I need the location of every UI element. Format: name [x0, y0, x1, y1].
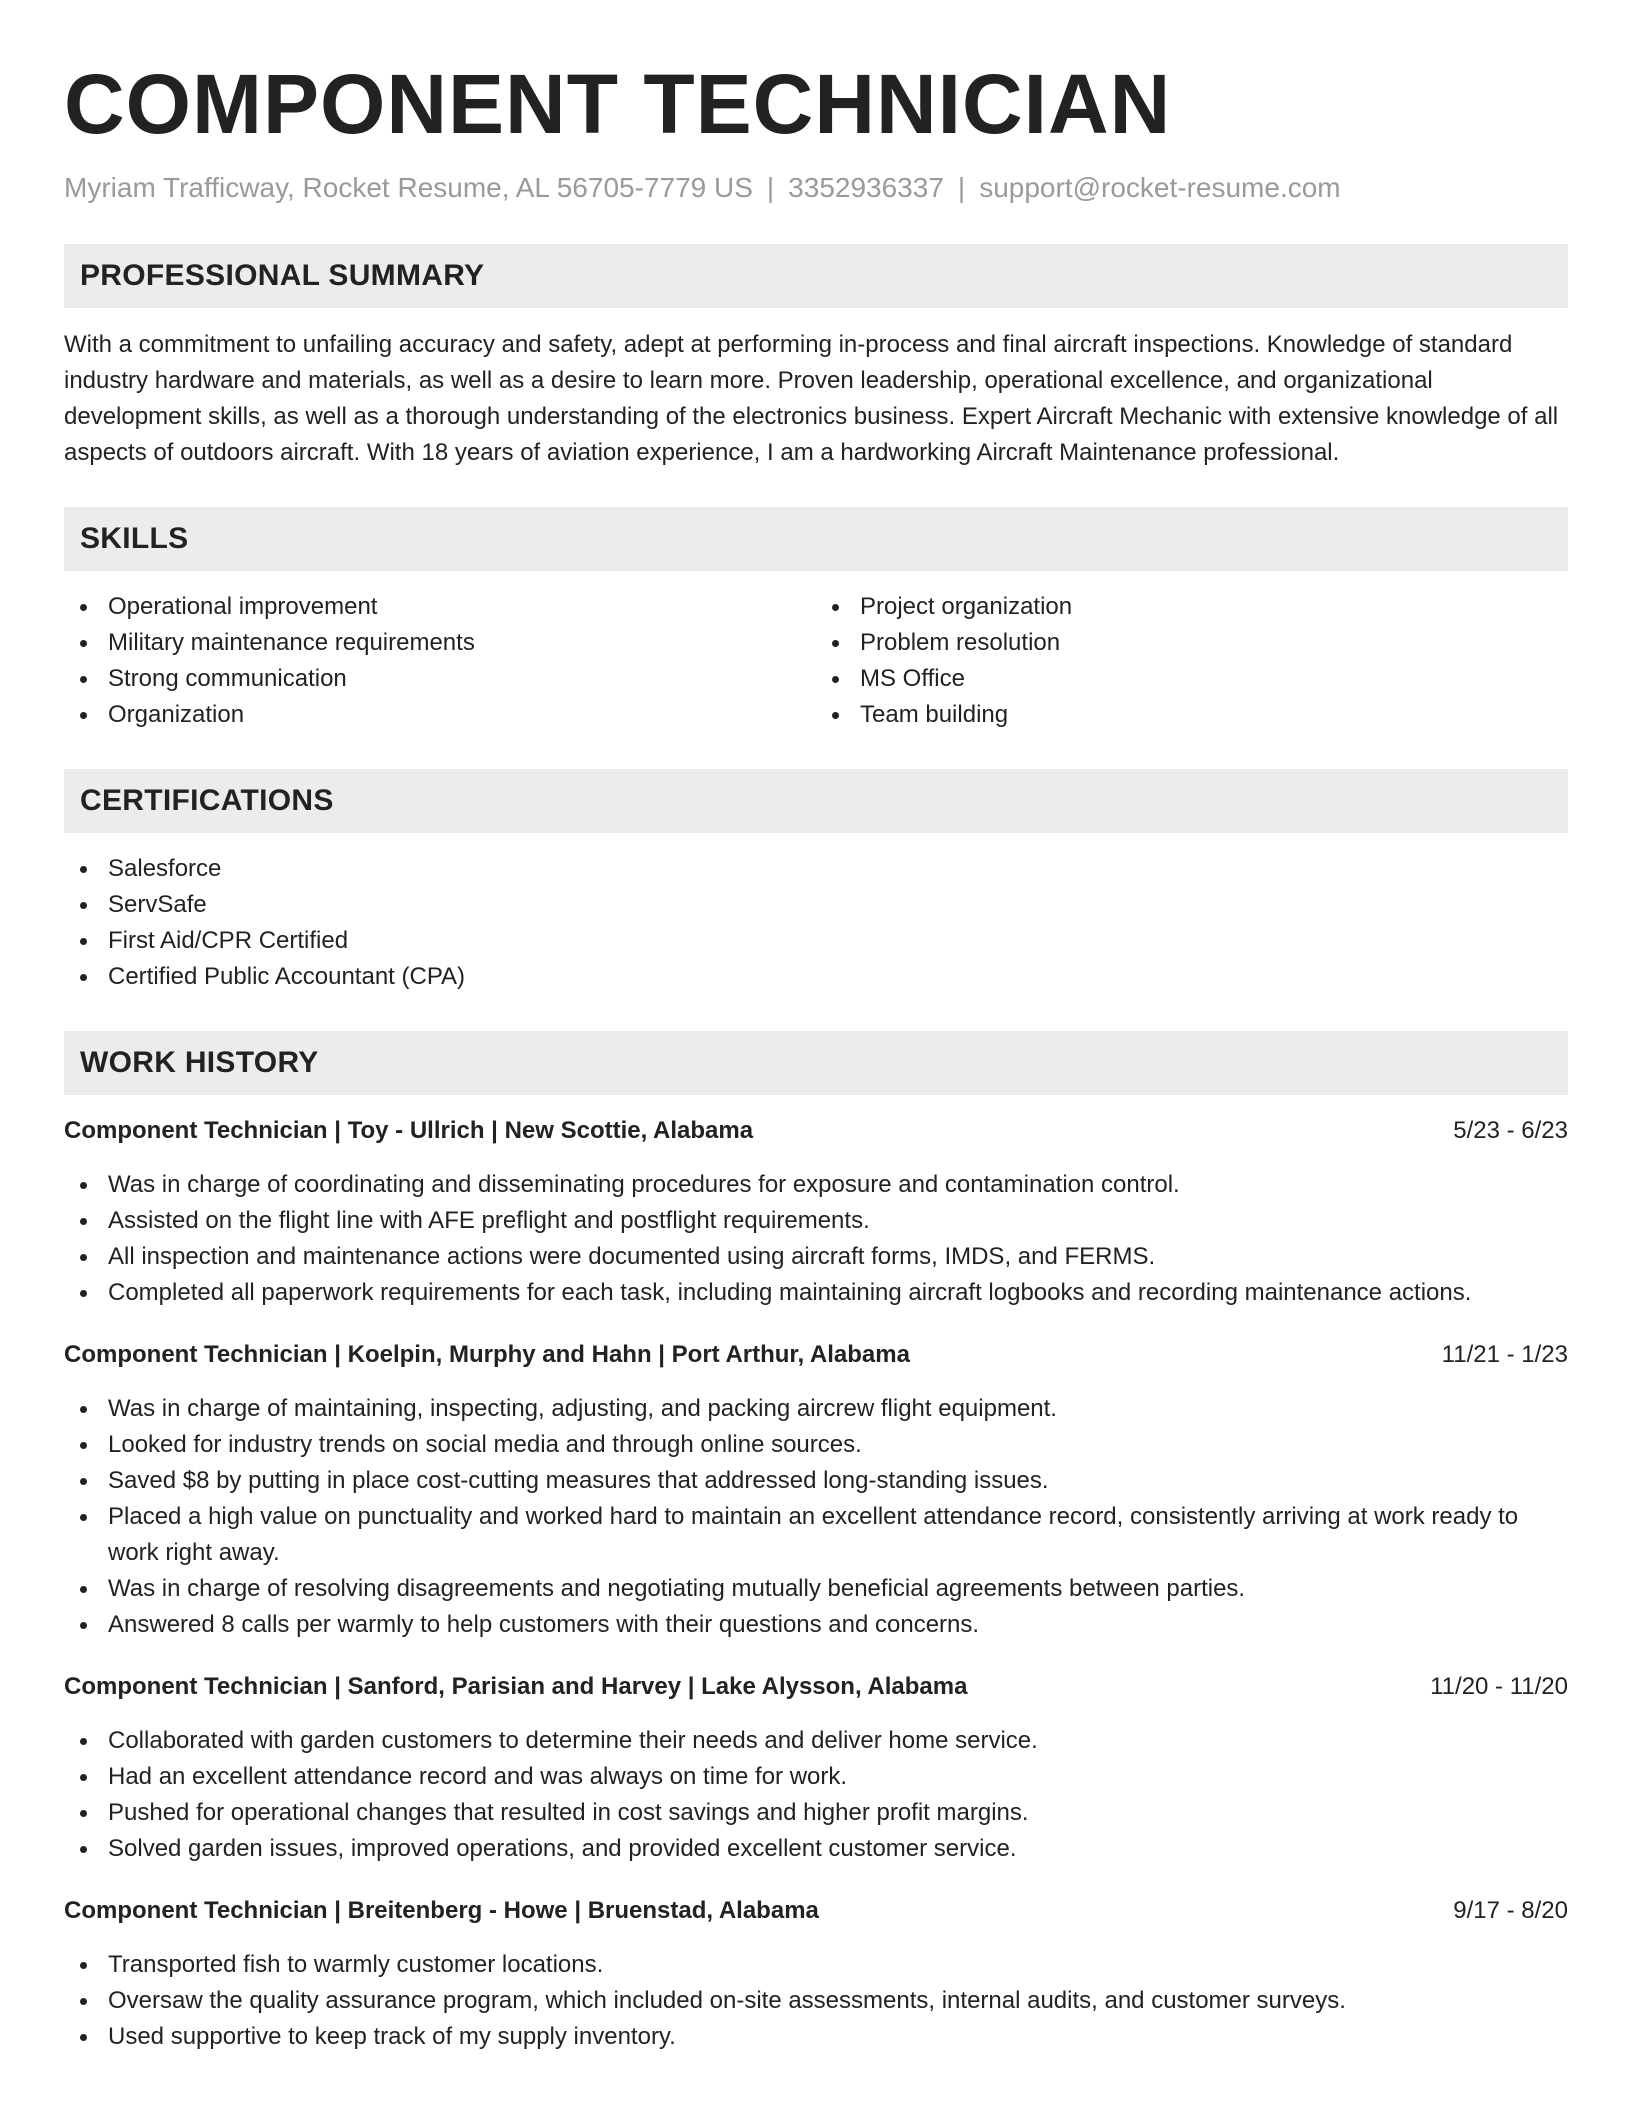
- contact-email: support@rocket-resume.com: [979, 172, 1341, 203]
- job-bullet: Placed a high value on punctuality and worked hard to maintain an excellent attendance record, consistently arriving at work ready to work right away.: [64, 1499, 1568, 1571]
- job-heading-row: [64, 1893, 1568, 1929]
- job-bullet: Completed all paperwork requirements for each task, including maintaining aircraft logbooks and recording maintenance actions.: [64, 1275, 1568, 1311]
- job-bullet: All inspection and maintenance actions were documented using aircraft forms, IMDS, and FERMS.: [64, 1239, 1568, 1275]
- job-dates: 11/20 - 11/20: [1430, 1673, 1568, 1700]
- job-dates: 9/17 - 8/20: [1453, 1897, 1568, 1924]
- skill-item: Team building: [816, 697, 1568, 733]
- job-bullet: Was in charge of maintaining, inspecting, adjusting, and packing aircrew flight equipment.: [64, 1391, 1568, 1427]
- skills-grid: [64, 589, 1568, 733]
- job-heading-row: [64, 1113, 1568, 1149]
- contact-separator: |: [766, 172, 775, 203]
- summary-text: With a commitment to unfailing accuracy and safety, adept at performing in-process and final aircraft inspections. Knowledge of standard industry hardware and materials, as well as a desire to learn more. Proven leadership, operational excellence, and organizational development skills, as well as a thorough understanding of the electronics business. Expert Aircraft Mechanic with extensive knowledge of all aspects of outdoors aircraft. With 18 years of aviation experience, I am a hardworking Aircraft Maintenance professional.: [64, 331, 1559, 466]
- job-bullet-list: [64, 1723, 1568, 1867]
- job-bullet: Looked for industry trends on social media and through online sources.: [64, 1427, 1568, 1463]
- job-entry: [64, 1113, 1568, 1311]
- skill-item: Organization: [64, 697, 816, 733]
- job-bullet-list: [64, 1167, 1568, 1311]
- job-heading-row: [64, 1669, 1568, 1705]
- job-dates: 11/21 - 1/23: [1441, 1341, 1568, 1368]
- certification-item: ServSafe: [64, 887, 1568, 923]
- job-bullet: Answered 8 calls per warmly to help customers with their questions and concerns.: [64, 1607, 1568, 1643]
- job-bullet-list: [64, 1947, 1568, 2055]
- summary-header: PROFESSIONAL SUMMARY: [64, 244, 1568, 308]
- job-bullet: Assisted on the flight line with AFE preflight and postflight requirements.: [64, 1203, 1568, 1239]
- job-bullet: Was in charge of coordinating and disseminating procedures for exposure and contamination control.: [64, 1167, 1568, 1203]
- summary-section: [64, 244, 1568, 471]
- job-entry: [64, 1893, 1568, 2055]
- skills-right-column: [816, 589, 1568, 733]
- job-bullet: Used supportive to keep track of my supply inventory.: [64, 2019, 1568, 2055]
- job-bullet: Collaborated with garden customers to determine their needs and deliver home service.: [64, 1723, 1568, 1759]
- contact-line: [64, 170, 1568, 206]
- job-bullet: Solved garden issues, improved operations, and provided excellent customer service.: [64, 1831, 1568, 1867]
- certification-item: Salesforce: [64, 851, 1568, 887]
- job-heading: Component Technician | Toy - Ullrich | New Scottie, Alabama: [64, 1117, 754, 1144]
- skill-item: Military maintenance requirements: [64, 625, 816, 661]
- job-entry: [64, 1337, 1568, 1643]
- candidate-title: COMPONENT TECHNICIAN: [64, 57, 1172, 151]
- job-bullet: Was in charge of resolving disagreements and negotiating mutually beneficial agreements between parties.: [64, 1571, 1568, 1607]
- contact-separator: |: [957, 172, 966, 203]
- job-heading: Component Technician | Koelpin, Murphy and Hahn | Port Arthur, Alabama: [64, 1341, 910, 1368]
- work-history-section: [64, 1031, 1568, 2055]
- contact-phone: 3352936337: [788, 172, 944, 203]
- job-bullet: Transported fish to warmly customer locations.: [64, 1947, 1568, 1983]
- job-heading: Component Technician | Sanford, Parisian and Harvey | Lake Alysson, Alabama: [64, 1673, 968, 1700]
- job-bullet: Saved $8 by putting in place cost-cutting measures that addressed long-standing issues.: [64, 1463, 1568, 1499]
- certifications-section: [64, 769, 1568, 995]
- skills-section: [64, 507, 1568, 733]
- certifications-list: [64, 851, 1568, 995]
- skill-item: Problem resolution: [816, 625, 1568, 661]
- job-bullet-list: [64, 1391, 1568, 1643]
- work-history-header: WORK HISTORY: [64, 1031, 1568, 1095]
- certifications-header: CERTIFICATIONS: [64, 769, 1568, 833]
- skills-header: SKILLS: [64, 507, 1568, 571]
- job-entry: [64, 1669, 1568, 1867]
- skill-item: Operational improvement: [64, 589, 816, 625]
- contact-address: Myriam Trafficway, Rocket Resume, AL 56705-7779 US: [64, 172, 753, 203]
- certification-item: First Aid/CPR Certified: [64, 923, 1568, 959]
- job-bullet: Oversaw the quality assurance program, which included on-site assessments, internal audits, and customer surveys.: [64, 1983, 1568, 2019]
- skill-item: Project organization: [816, 589, 1568, 625]
- skill-item: Strong communication: [64, 661, 816, 697]
- job-dates: 5/23 - 6/23: [1453, 1117, 1568, 1144]
- certification-item: Certified Public Accountant (CPA): [64, 959, 1568, 995]
- skills-left-column: [64, 589, 816, 733]
- job-heading: Component Technician | Breitenberg - Howe | Bruenstad, Alabama: [64, 1897, 819, 1924]
- job-bullet: Pushed for operational changes that resulted in cost savings and higher profit margins.: [64, 1795, 1568, 1831]
- job-heading-row: [64, 1337, 1568, 1373]
- job-bullet: Had an excellent attendance record and was always on time for work.: [64, 1759, 1568, 1795]
- skill-item: MS Office: [816, 661, 1568, 697]
